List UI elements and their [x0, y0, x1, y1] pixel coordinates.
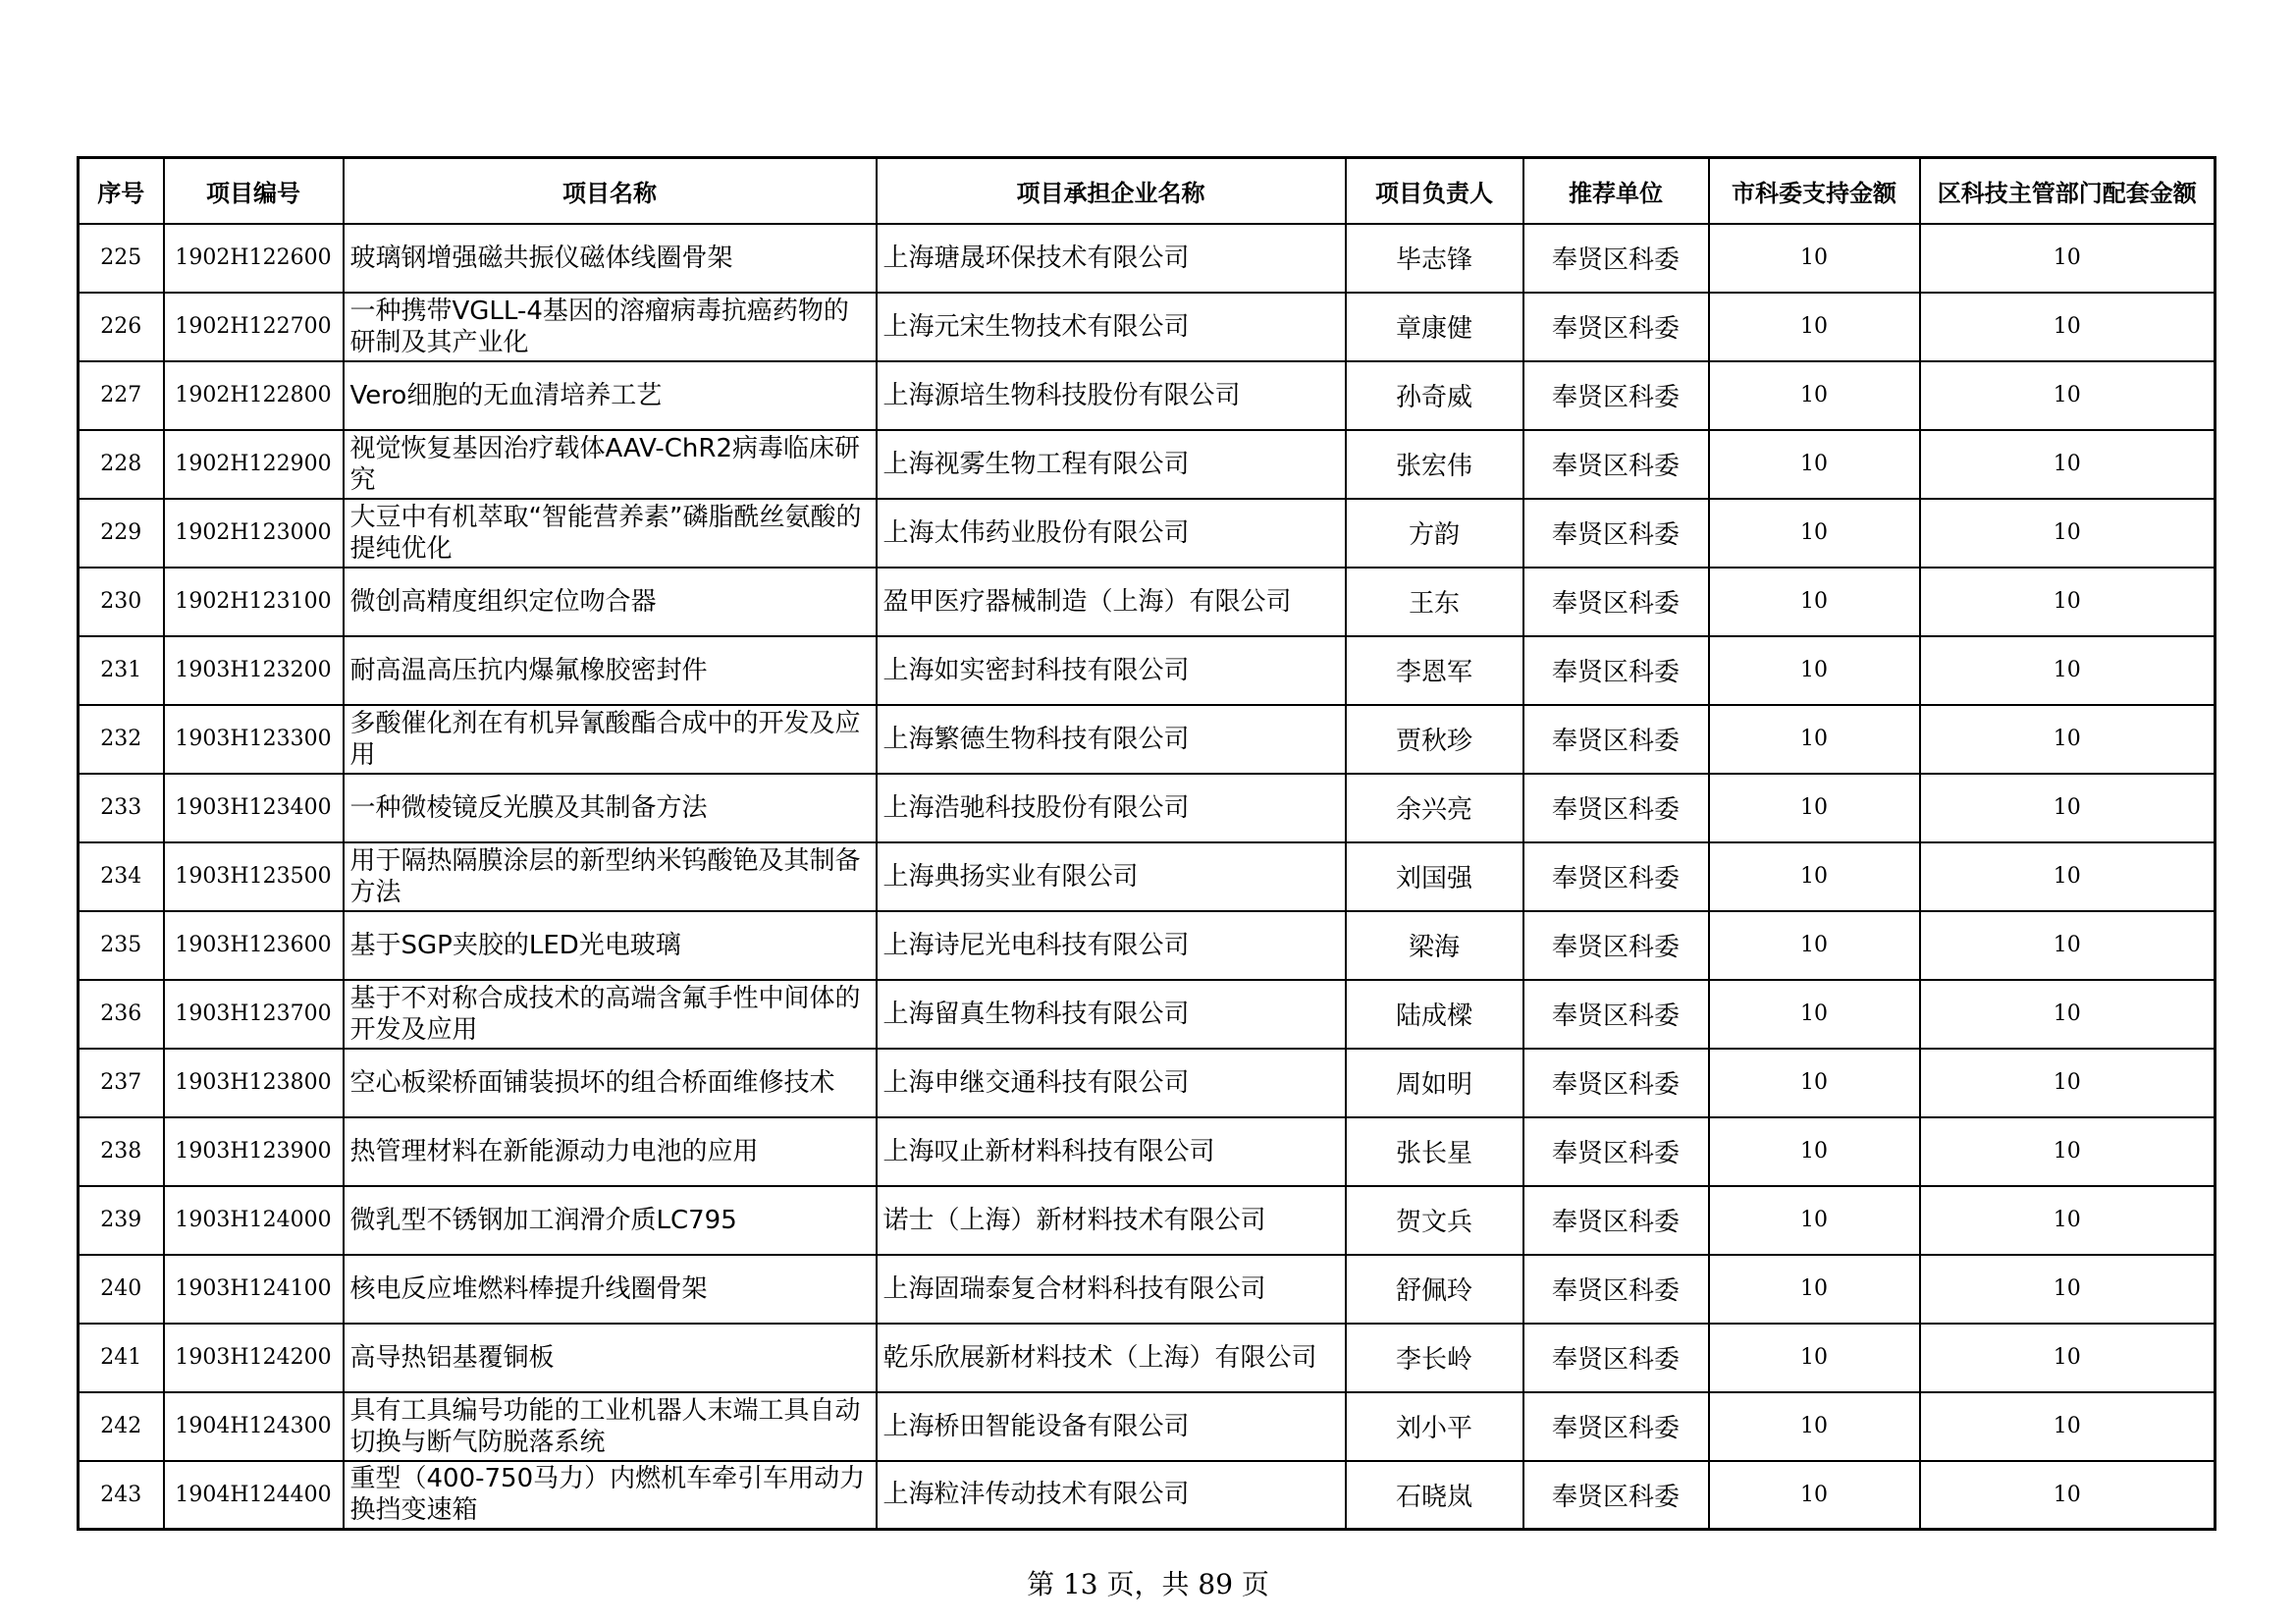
- cell-company-name: 上海叹止新材料科技有限公司: [877, 1117, 1346, 1186]
- header-company-name: 项目承担企业名称: [877, 158, 1346, 224]
- cell-district-matching-funding: 10: [1920, 293, 2216, 361]
- cell-district-matching-funding: 10: [1920, 774, 2216, 842]
- cell-index: 225: [79, 224, 164, 293]
- cell-city-funding: 10: [1709, 224, 1920, 293]
- cell-project-name: 基于不对称合成技术的高端含氟手性中间体的开发及应用: [344, 980, 877, 1049]
- cell-project-lead: 刘国强: [1346, 842, 1523, 911]
- cell-company-name: 上海源培生物科技股份有限公司: [877, 361, 1346, 430]
- cell-city-funding: 10: [1709, 361, 1920, 430]
- cell-recommending-unit: 奉贤区科委: [1523, 1461, 1709, 1530]
- cell-city-funding: 10: [1709, 430, 1920, 499]
- cell-district-matching-funding: 10: [1920, 842, 2216, 911]
- table-row: [79, 774, 2216, 842]
- cell-company-name: 上海留真生物科技有限公司: [877, 980, 1346, 1049]
- cell-district-matching-funding: 10: [1920, 1324, 2216, 1392]
- page-footer: 第 13 页，共 89 页: [1027, 1568, 1269, 1600]
- cell-project-name: 视觉恢复基因治疗载体AAV-ChR2病毒临床研究: [344, 430, 877, 499]
- cell-city-funding: 10: [1709, 499, 1920, 568]
- cell-project-name: 热管理材料在新能源动力电池的应用: [344, 1117, 877, 1186]
- cell-index: 229: [79, 499, 164, 568]
- cell-project-code: 1904H124400: [164, 1461, 344, 1530]
- table-row: [79, 980, 2216, 1049]
- project-funding-table: [77, 156, 2216, 1531]
- cell-city-funding: 10: [1709, 1324, 1920, 1392]
- cell-company-name: 上海诗尼光电科技有限公司: [877, 911, 1346, 980]
- cell-project-lead: 方韵: [1346, 499, 1523, 568]
- cell-index: 239: [79, 1186, 164, 1255]
- cell-recommending-unit: 奉贤区科委: [1523, 774, 1709, 842]
- cell-project-lead: 石晓岚: [1346, 1461, 1523, 1530]
- cell-company-name: 乾乐欣展新材料技术（上海）有限公司: [877, 1324, 1346, 1392]
- cell-index: 236: [79, 980, 164, 1049]
- cell-company-name: 上海桥田智能设备有限公司: [877, 1392, 1346, 1461]
- cell-index: 232: [79, 705, 164, 774]
- cell-district-matching-funding: 10: [1920, 1392, 2216, 1461]
- cell-project-name: 耐高温高压抗内爆氟橡胶密封件: [344, 636, 877, 705]
- cell-city-funding: 10: [1709, 1255, 1920, 1324]
- cell-district-matching-funding: 10: [1920, 1255, 2216, 1324]
- cell-city-funding: 10: [1709, 1049, 1920, 1117]
- cell-project-code: 1902H122900: [164, 430, 344, 499]
- cell-recommending-unit: 奉贤区科委: [1523, 842, 1709, 911]
- cell-recommending-unit: 奉贤区科委: [1523, 705, 1709, 774]
- cell-project-name: 用于隔热隔膜涂层的新型纳米钨酸铯及其制备方法: [344, 842, 877, 911]
- cell-district-matching-funding: 10: [1920, 1049, 2216, 1117]
- table-row: [79, 842, 2216, 911]
- cell-project-name: 玻璃钢增强磁共振仪磁体线圈骨架: [344, 224, 877, 293]
- table-row: [79, 293, 2216, 361]
- table-header-row: [79, 158, 2216, 224]
- table-row: [79, 1392, 2216, 1461]
- cell-index: 241: [79, 1324, 164, 1392]
- header-index: 序号: [79, 158, 164, 224]
- table-row: [79, 430, 2216, 499]
- cell-project-lead: 舒佩玲: [1346, 1255, 1523, 1324]
- header-project-lead: 项目负责人: [1346, 158, 1523, 224]
- cell-company-name: 上海元宋生物技术有限公司: [877, 293, 1346, 361]
- cell-project-lead: 李恩军: [1346, 636, 1523, 705]
- cell-recommending-unit: 奉贤区科委: [1523, 980, 1709, 1049]
- cell-district-matching-funding: 10: [1920, 224, 2216, 293]
- cell-district-matching-funding: 10: [1920, 1186, 2216, 1255]
- cell-company-name: 上海繁德生物科技有限公司: [877, 705, 1346, 774]
- cell-project-lead: 周如明: [1346, 1049, 1523, 1117]
- cell-project-lead: 陆成樑: [1346, 980, 1523, 1049]
- cell-index: 242: [79, 1392, 164, 1461]
- cell-city-funding: 10: [1709, 1461, 1920, 1530]
- cell-project-name: 基于SGP夹胶的LED光电玻璃: [344, 911, 877, 980]
- cell-company-name: 诺士（上海）新材料技术有限公司: [877, 1186, 1346, 1255]
- cell-recommending-unit: 奉贤区科委: [1523, 568, 1709, 636]
- cell-index: 233: [79, 774, 164, 842]
- table-row: [79, 1324, 2216, 1392]
- cell-company-name: 上海典扬实业有限公司: [877, 842, 1346, 911]
- cell-recommending-unit: 奉贤区科委: [1523, 293, 1709, 361]
- cell-project-lead: 章康健: [1346, 293, 1523, 361]
- cell-project-name: 核电反应堆燃料棒提升线圈骨架: [344, 1255, 877, 1324]
- cell-index: 228: [79, 430, 164, 499]
- cell-project-code: 1902H122700: [164, 293, 344, 361]
- cell-district-matching-funding: 10: [1920, 499, 2216, 568]
- table-row: [79, 1117, 2216, 1186]
- cell-index: 238: [79, 1117, 164, 1186]
- cell-project-name: 一种微棱镜反光膜及其制备方法: [344, 774, 877, 842]
- cell-project-lead: 贾秋珍: [1346, 705, 1523, 774]
- cell-project-code: 1902H123100: [164, 568, 344, 636]
- cell-project-lead: 贺文兵: [1346, 1186, 1523, 1255]
- cell-district-matching-funding: 10: [1920, 1117, 2216, 1186]
- cell-project-name: 大豆中有机萃取“智能营养素”磷脂酰丝氨酸的提纯优化: [344, 499, 877, 568]
- cell-district-matching-funding: 10: [1920, 705, 2216, 774]
- cell-recommending-unit: 奉贤区科委: [1523, 430, 1709, 499]
- cell-index: 227: [79, 361, 164, 430]
- cell-recommending-unit: 奉贤区科委: [1523, 499, 1709, 568]
- cell-project-code: 1903H123900: [164, 1117, 344, 1186]
- cell-company-name: 上海太伟药业股份有限公司: [877, 499, 1346, 568]
- cell-project-code: 1903H123300: [164, 705, 344, 774]
- table-row: [79, 1049, 2216, 1117]
- cell-project-lead: 毕志锋: [1346, 224, 1523, 293]
- cell-index: 243: [79, 1461, 164, 1530]
- cell-index: 235: [79, 911, 164, 980]
- cell-project-name: 空心板梁桥面铺装损坏的组合桥面维修技术: [344, 1049, 877, 1117]
- cell-project-code: 1902H123000: [164, 499, 344, 568]
- cell-project-code: 1903H123400: [164, 774, 344, 842]
- cell-project-name: 微乳型不锈钢加工润滑介质LC795: [344, 1186, 877, 1255]
- cell-project-code: 1903H124100: [164, 1255, 344, 1324]
- cell-project-lead: 余兴亮: [1346, 774, 1523, 842]
- cell-district-matching-funding: 10: [1920, 911, 2216, 980]
- cell-company-name: 上海视雾生物工程有限公司: [877, 430, 1346, 499]
- cell-project-code: 1903H123500: [164, 842, 344, 911]
- cell-recommending-unit: 奉贤区科委: [1523, 224, 1709, 293]
- table-row: [79, 1461, 2216, 1530]
- table-row: [79, 636, 2216, 705]
- header-recommending-unit: 推荐单位: [1523, 158, 1709, 224]
- cell-project-code: 1902H122800: [164, 361, 344, 430]
- cell-recommending-unit: 奉贤区科委: [1523, 1392, 1709, 1461]
- cell-project-name: 多酸催化剂在有机异氰酸酯合成中的开发及应用: [344, 705, 877, 774]
- cell-index: 231: [79, 636, 164, 705]
- cell-company-name: 上海粒沣传动技术有限公司: [877, 1461, 1346, 1530]
- cell-district-matching-funding: 10: [1920, 568, 2216, 636]
- cell-district-matching-funding: 10: [1920, 1461, 2216, 1530]
- table-row: [79, 499, 2216, 568]
- header-district-matching-funding: 区科技主管部门配套金额: [1920, 158, 2216, 224]
- cell-project-lead: 李长岭: [1346, 1324, 1523, 1392]
- table-row: [79, 361, 2216, 430]
- table-row: [79, 1186, 2216, 1255]
- cell-project-name: 微创高精度组织定位吻合器: [344, 568, 877, 636]
- table-row: [79, 1255, 2216, 1324]
- cell-city-funding: 10: [1709, 842, 1920, 911]
- cell-project-lead: 张宏伟: [1346, 430, 1523, 499]
- cell-city-funding: 10: [1709, 911, 1920, 980]
- cell-district-matching-funding: 10: [1920, 980, 2216, 1049]
- cell-city-funding: 10: [1709, 568, 1920, 636]
- cell-recommending-unit: 奉贤区科委: [1523, 1324, 1709, 1392]
- cell-project-code: 1903H123700: [164, 980, 344, 1049]
- cell-project-lead: 刘小平: [1346, 1392, 1523, 1461]
- cell-recommending-unit: 奉贤区科委: [1523, 636, 1709, 705]
- header-project-name: 项目名称: [344, 158, 877, 224]
- cell-company-name: 上海浩驰科技股份有限公司: [877, 774, 1346, 842]
- cell-district-matching-funding: 10: [1920, 361, 2216, 430]
- cell-city-funding: 10: [1709, 705, 1920, 774]
- cell-company-name: 上海如实密封科技有限公司: [877, 636, 1346, 705]
- cell-recommending-unit: 奉贤区科委: [1523, 1186, 1709, 1255]
- cell-recommending-unit: 奉贤区科委: [1523, 1049, 1709, 1117]
- cell-district-matching-funding: 10: [1920, 430, 2216, 499]
- cell-project-name: 高导热铝基覆铜板: [344, 1324, 877, 1392]
- cell-project-code: 1903H123600: [164, 911, 344, 980]
- cell-city-funding: 10: [1709, 1117, 1920, 1186]
- cell-city-funding: 10: [1709, 774, 1920, 842]
- header-city-funding: 市科委支持金额: [1709, 158, 1920, 224]
- cell-company-name: 上海固瑞泰复合材料科技有限公司: [877, 1255, 1346, 1324]
- cell-project-code: 1904H124300: [164, 1392, 344, 1461]
- cell-project-lead: 王东: [1346, 568, 1523, 636]
- table-row: [79, 568, 2216, 636]
- cell-city-funding: 10: [1709, 293, 1920, 361]
- cell-project-code: 1903H124000: [164, 1186, 344, 1255]
- cell-project-name: 具有工具编号功能的工业机器人末端工具自动切换与断气防脱落系统: [344, 1392, 877, 1461]
- cell-index: 230: [79, 568, 164, 636]
- cell-project-code: 1903H123800: [164, 1049, 344, 1117]
- cell-city-funding: 10: [1709, 636, 1920, 705]
- cell-project-name: Vero细胞的无血清培养工艺: [344, 361, 877, 430]
- cell-project-code: 1902H122600: [164, 224, 344, 293]
- table-body: [79, 224, 2216, 1530]
- cell-project-lead: 张长星: [1346, 1117, 1523, 1186]
- table-row: [79, 705, 2216, 774]
- table-row: [79, 224, 2216, 293]
- cell-index: 234: [79, 842, 164, 911]
- cell-project-lead: 孙奇威: [1346, 361, 1523, 430]
- cell-recommending-unit: 奉贤区科委: [1523, 911, 1709, 980]
- cell-company-name: 上海瑭晟环保技术有限公司: [877, 224, 1346, 293]
- table-row: [79, 911, 2216, 980]
- cell-project-code: 1903H123200: [164, 636, 344, 705]
- cell-project-name: 一种携带VGLL-4基因的溶瘤病毒抗癌药物的研制及其产业化: [344, 293, 877, 361]
- cell-recommending-unit: 奉贤区科委: [1523, 1255, 1709, 1324]
- cell-project-lead: 梁海: [1346, 911, 1523, 980]
- cell-city-funding: 10: [1709, 1392, 1920, 1461]
- cell-index: 237: [79, 1049, 164, 1117]
- cell-project-name: 重型（400-750马力）内燃机车牵引车用动力换挡变速箱: [344, 1461, 877, 1530]
- cell-index: 226: [79, 293, 164, 361]
- cell-company-name: 上海申继交通科技有限公司: [877, 1049, 1346, 1117]
- cell-recommending-unit: 奉贤区科委: [1523, 361, 1709, 430]
- cell-project-code: 1903H124200: [164, 1324, 344, 1392]
- cell-company-name: 盈甲医疗器械制造（上海）有限公司: [877, 568, 1346, 636]
- cell-city-funding: 10: [1709, 980, 1920, 1049]
- cell-index: 240: [79, 1255, 164, 1324]
- cell-district-matching-funding: 10: [1920, 636, 2216, 705]
- header-project-code: 项目编号: [164, 158, 344, 224]
- cell-city-funding: 10: [1709, 1186, 1920, 1255]
- cell-recommending-unit: 奉贤区科委: [1523, 1117, 1709, 1186]
